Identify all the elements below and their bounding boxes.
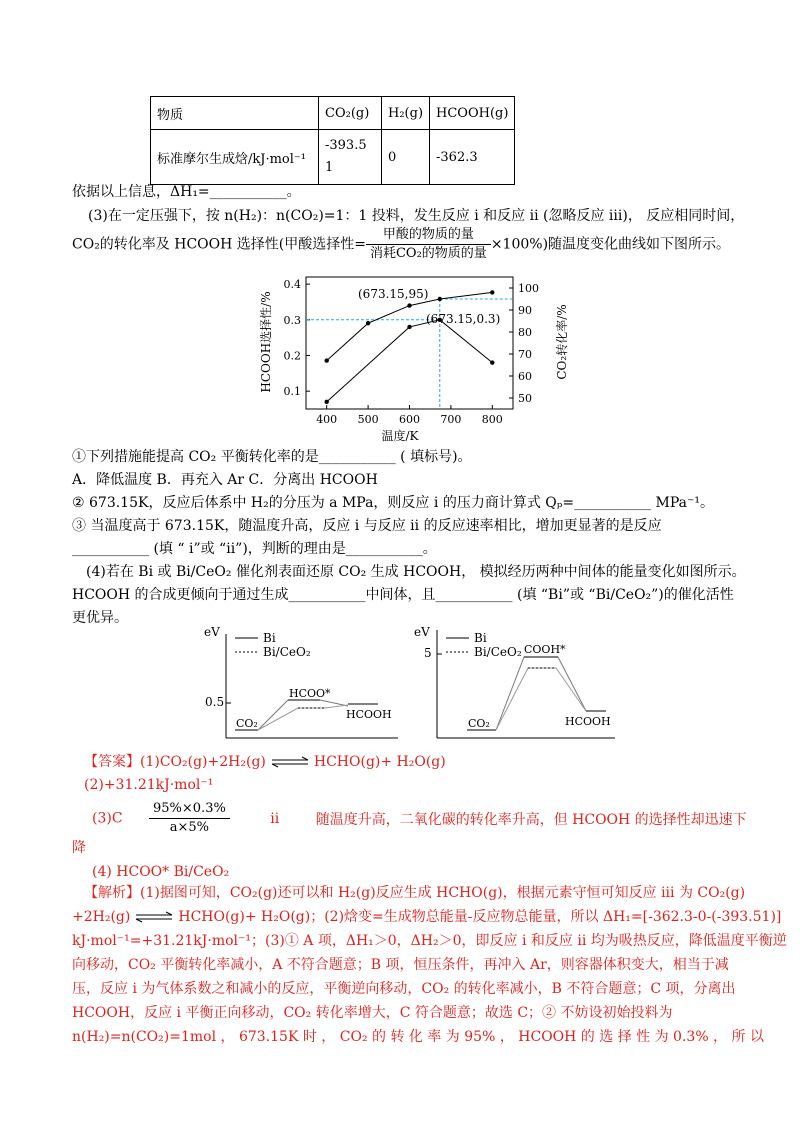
data-point <box>438 297 442 301</box>
selectivity-fraction <box>366 226 491 263</box>
series-line-selectivity <box>327 320 493 402</box>
table-header: H₂(g) <box>382 97 430 130</box>
table-row-label: 标准摩尔生成焓/kJ·mol⁻¹ <box>151 130 319 185</box>
annotation: (673.15,0.3) <box>426 312 501 326</box>
x-tick-label: 400 <box>316 413 338 426</box>
conversion-selectivity-chart <box>255 270 585 445</box>
data-point <box>325 400 329 404</box>
answer-line-3 <box>92 800 747 837</box>
equilibrium-arrow-icon <box>134 911 174 923</box>
y-tick-label-right: 80 <box>518 326 532 339</box>
state-label: HCOO* <box>289 687 331 700</box>
x-axis-label: 温度/K <box>381 429 419 443</box>
answer-text: HCHO(g)+ H₂O(g) <box>313 754 446 770</box>
legend-label: Bi/CeO₂ <box>474 645 522 659</box>
analysis-line <box>72 907 781 927</box>
fraction-numerator: 甲酸的物质的量 <box>366 226 491 245</box>
y-tick-label-right: 60 <box>518 370 532 383</box>
y-tick: 5 <box>424 646 432 660</box>
analysis-label: 【解析】 <box>84 885 140 901</box>
table-cell: 0 <box>382 130 430 185</box>
question-text: ③ 当温度高于 673.15K，随温度升高，反应 i 与反应 ii 的反应速率相比，增加更显著的是反应 <box>72 518 662 534</box>
y-tick: 0.5 <box>205 695 225 709</box>
answer-label: 【答案】 <box>84 754 140 770</box>
path-bi <box>258 700 348 730</box>
question-text: CO₂的转化率及 HCOOH 选择性(甲酸选择性= <box>72 236 366 253</box>
y-axis-label: eV <box>414 625 430 639</box>
answer-text: (3)C <box>92 810 123 827</box>
data-point <box>366 321 370 325</box>
energy-diagram-hcoo <box>200 620 400 745</box>
question-text: (4)若在 Bi 或 Bi/CeO₂ 催化剂表面还原 CO₂ 生成 HCOOH， 模拟经历两种中间体的能量变化如图所示。 <box>86 564 746 580</box>
fraction-denominator: 消耗CO₂的物质的量 <box>369 246 487 261</box>
table-cell: -362.3 <box>430 130 515 185</box>
question-text: ×100%)随温度变化曲线如下图所示。 <box>490 236 731 253</box>
legend-label: Bi <box>474 631 487 645</box>
legend-label: Bi <box>263 631 276 645</box>
y-tick-label-left: 0.4 <box>283 278 301 292</box>
data-point <box>407 303 411 307</box>
analysis-line: kJ·mol⁻¹=+31.21kJ·mol⁻¹；(3)① A 项，ΔH₁＞0，ΔH₂＞0，即反应 i 和反应 ii 均为吸热反应，降低温度平衡逆 <box>72 933 787 949</box>
question-text: 更优异。 <box>72 610 128 626</box>
answer-text: (1)CO₂(g)+2H₂(g) <box>140 754 266 770</box>
fraction-numerator: 95%×0.3% <box>149 800 230 819</box>
question-options: A．降低温度 B．再充入 Ar C．分离出 HCOOH <box>72 472 378 488</box>
answer-text: ii <box>270 810 280 827</box>
data-point <box>325 358 329 362</box>
x-tick-label: 600 <box>399 413 420 426</box>
analysis-line: 压，反应 i 为气体系数之和减小的反应，平衡逆向移动，CO₂ 的转化率减小，B 不符合题意；C 项，分离出 <box>72 981 736 997</box>
question-text: HCOOH 的合成更倾向于通过生成___________中间体，且___________ (填 “Bi”或 “Bi/CeO₂”)的催化活性 <box>72 587 734 603</box>
path-bicE <box>258 705 348 730</box>
table-header: CO₂(g) <box>319 97 382 130</box>
y-tick-label-right: 50 <box>518 392 532 405</box>
table-header: HCOOH(g) <box>430 97 515 130</box>
data-point <box>490 360 494 364</box>
enthalpy-table <box>150 96 515 185</box>
y-axis-label-left: HCOOH选择性/% <box>259 291 273 393</box>
y-tick-label-left: 0.2 <box>283 349 301 363</box>
analysis-line: HCOOH，反应 i 平衡正向移动，CO₂ 转化率增大，C 符合题意；故选 C；② 不妨设初始投料为 <box>72 1005 673 1021</box>
annotation: (673.15,95) <box>358 287 429 301</box>
selectivity-definition <box>72 226 730 263</box>
state-label: CO₂ <box>468 717 490 730</box>
fraction-denominator: a×5% <box>169 820 210 835</box>
question-text: ② 673.15K，反应后体系中 H₂的分压为 a MPa，则反应 i 的压力商计算式 Qₚ=___________ MPa⁻¹。 <box>72 495 714 511</box>
x-tick-label: 800 <box>481 413 503 426</box>
y-tick-label-left: 0.1 <box>283 385 301 399</box>
question-text: 依据以上信息，ΔH₁=___________。 <box>72 184 301 200</box>
x-tick-label: 700 <box>440 413 462 426</box>
state-label: HCOOH <box>346 708 392 721</box>
analysis-text: (1)据图可知，CO₂(g)还可以和 H₂(g)反应生成 HCHO(g)，根据元素守恒可知反应 iii 为 CO₂(g) <box>140 885 746 901</box>
answer-text: 随温度升高，二氧化碳的转化率升高，但 HCOOH 的选择性却迅速下 <box>315 811 747 828</box>
x-tick-label: 500 <box>357 413 379 426</box>
data-point <box>490 290 494 294</box>
analysis-line: n(H₂)=n(CO₂)=1mol ， 673.15K 时 ， CO₂ 的 转 化 率 为 95% ， HCOOH 的 选 择 性 为 0.3% ， 所 以 <box>72 1029 764 1045</box>
table-cell: -393.5 1 <box>319 130 382 185</box>
equilibrium-arrow-icon <box>270 756 310 768</box>
analysis-text: HCHO(g)+ H₂O(g)；(2)焓变=生成物总能量-反应物总能量，所以 ΔH₁=[-362.3-0-(-393.51)] <box>178 909 782 925</box>
y-axis-label: eV <box>204 625 220 639</box>
question-text: ①下列措施能提高 CO₂ 平衡转化率的是___________ ( 填标号)。 <box>72 449 472 465</box>
energy-diagram-cooh <box>410 620 620 745</box>
answer-line-4: (4) HCOO* Bi/CeO₂ <box>92 864 230 880</box>
answer-text: 降 <box>72 840 86 856</box>
y-tick-label-right: 70 <box>518 348 532 361</box>
question-text: ___________ (填 “ i”或 “ii”)，判断的理由是___________。 <box>72 541 437 557</box>
state-label: CO₂ <box>236 717 258 730</box>
analysis-line: 向移动，CO₂ 平衡转化率减小，A 不符合题意；B 项，恒压条件，再冲入 Ar，则容器体积变大，相当于减 <box>72 957 729 973</box>
y-tick-label-right: 100 <box>518 282 539 295</box>
answer-fraction <box>149 800 230 837</box>
analysis-text: +2H₂(g) <box>72 909 131 925</box>
state-label: HCOOH <box>565 715 611 728</box>
analysis-line <box>84 883 745 903</box>
state-label: COOH* <box>524 643 566 656</box>
data-point <box>407 325 411 329</box>
answer-line-2: (2)+31.21kJ·mol⁻¹ <box>84 777 214 793</box>
legend-label: Bi/CeO₂ <box>263 645 311 659</box>
question-text: (3)在一定压强下，按 n(H₂)：n(CO₂)=1：1 投料，发生反应 i 和反应 ii (忽略反应 iii)， 反应相同时间， <box>88 208 745 224</box>
y-tick-label-left: 0.3 <box>283 313 301 327</box>
answer-line-1 <box>84 752 446 772</box>
y-axis-label-right: CO₂转化率/% <box>555 304 569 380</box>
table-header: 物质 <box>151 97 319 130</box>
y-tick-label-right: 90 <box>518 304 532 317</box>
